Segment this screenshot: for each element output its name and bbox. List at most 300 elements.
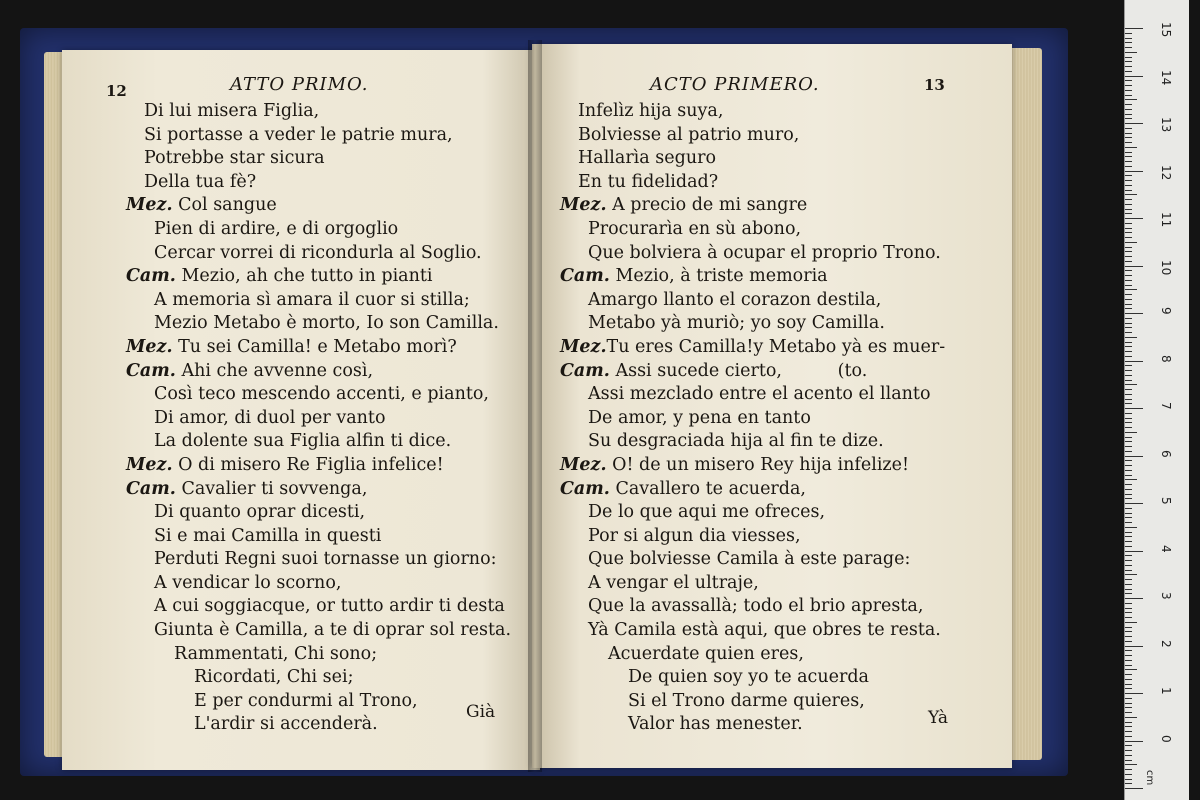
verse-text: Ahi che avvenne così,: [175, 360, 374, 381]
ruler-tick: [1125, 323, 1132, 324]
verse-line: [560, 383, 945, 407]
verse-text: Della tua fè?: [144, 171, 257, 192]
ruler-tick: [1125, 579, 1132, 580]
speaker-label: Mez.: [560, 195, 607, 216]
verse-text: Yà Camila està aqui, que obres te resta.: [588, 620, 941, 641]
ruler-tick: [1125, 152, 1132, 153]
ruler-tick: [1125, 503, 1143, 504]
ruler-tick: [1125, 109, 1132, 110]
ruler-tick: [1125, 28, 1143, 29]
ruler-tick: [1125, 76, 1143, 77]
ruler-tick: [1125, 513, 1132, 514]
verse-text: Si el Trono darme quieres,: [628, 690, 865, 711]
ruler-tick: [1125, 536, 1132, 537]
ruler-tick: [1125, 527, 1137, 528]
ruler-tick: [1125, 508, 1132, 509]
ruler-number: 0: [1159, 734, 1173, 743]
verse-text: Così teco mescendo accenti, e pianto,: [154, 384, 489, 405]
ruler-number: 1: [1159, 687, 1173, 695]
ruler-tick: [1125, 717, 1137, 718]
ruler-tick: [1125, 660, 1132, 661]
verse-text: Procurarìa en sù abono,: [588, 218, 802, 239]
ruler-tick: [1125, 446, 1132, 447]
ruler-tick: [1125, 465, 1132, 466]
ruler-tick: [1125, 133, 1132, 134]
verse-text: Metabo yà muriò; yo soy Camilla.: [588, 313, 885, 334]
ruler-tick: [1125, 441, 1132, 442]
verse-text: Que bolviesse Camila à este parage:: [588, 549, 911, 570]
ruler-tick: [1125, 456, 1143, 457]
verse-line: [126, 124, 511, 148]
verse-text: De amor, y pena en tanto: [588, 407, 811, 428]
verse-text: Di quanto oprar dicesti,: [154, 502, 366, 523]
verse-text: Valor has menester.: [628, 714, 803, 735]
verse-line: [560, 430, 945, 454]
speaker-label: Cam.: [126, 478, 176, 499]
ruler-tick: [1125, 589, 1132, 590]
verse-line: [560, 478, 945, 502]
verse-line: [560, 147, 945, 171]
right-page: [532, 44, 1012, 768]
ruler-tick: [1125, 228, 1132, 229]
ruler-tick: [1125, 299, 1132, 300]
verse-text: Amargo llanto el corazon destila,: [588, 289, 882, 310]
ruler-tick: [1125, 712, 1132, 713]
ruler-tick: [1125, 247, 1132, 248]
ruler-tick: [1125, 769, 1132, 770]
ruler-tick: [1125, 399, 1132, 400]
ruler-tick: [1125, 128, 1132, 129]
ruler-tick: [1125, 80, 1132, 81]
ruler-tick: [1125, 346, 1132, 347]
verse-line: [560, 690, 945, 714]
verse-text: De lo que aqui me ofreces,: [588, 502, 826, 523]
speaker-label: Mez.: [126, 195, 173, 216]
ruler-tick: [1125, 650, 1132, 651]
ruler-tick: [1125, 470, 1132, 471]
verse-line: [126, 595, 511, 619]
ruler-tick: [1125, 42, 1132, 43]
verse-text: Infelìz hija suya,: [578, 101, 724, 121]
ruler-tick: [1125, 261, 1132, 262]
ruler-tick: [1125, 384, 1137, 385]
ruler-tick: [1125, 593, 1132, 594]
left-verse-text: [126, 100, 511, 737]
verse-line: [126, 100, 511, 124]
ruler-tick: [1125, 285, 1132, 286]
ruler-tick: [1125, 123, 1143, 124]
verse-line: [126, 218, 511, 242]
ruler-tick: [1125, 294, 1132, 295]
verse-text: Pien di ardire, e di orgoglio: [154, 218, 399, 239]
ruler-tick: [1125, 764, 1137, 765]
ruler-tick: [1125, 598, 1143, 599]
verse-line: [560, 124, 945, 148]
speaker-label: Cam.: [560, 360, 610, 381]
ruler-tick: [1125, 760, 1132, 761]
verse-line: [126, 265, 511, 289]
verse-line: [560, 407, 945, 431]
verse-text: Potrebbe star sicura: [144, 148, 325, 169]
verse-line: [560, 194, 945, 218]
verse-line: [560, 713, 945, 737]
left-page-number: 12: [106, 82, 127, 100]
verse-text: Su desgraciada hija al fin te dize.: [588, 431, 884, 452]
ruler-tick: [1125, 118, 1132, 119]
verse-line: [126, 407, 511, 431]
verse-text: Acuerdate quien eres,: [608, 643, 804, 664]
verse-text: Rammentati, Chi sono;: [174, 643, 378, 664]
verse-line: [126, 430, 511, 454]
ruler-tick: [1125, 204, 1132, 205]
ruler-tick: [1125, 361, 1143, 362]
ruler-tick: [1125, 185, 1132, 186]
ruler-tick: [1125, 475, 1132, 476]
left-catchword: Già: [466, 702, 496, 722]
ruler-number: 9: [1159, 307, 1173, 315]
ruler-tick: [1125, 223, 1132, 224]
ruler-tick: [1125, 636, 1132, 637]
speaker-label: Mez.: [560, 454, 607, 475]
ruler-tick: [1125, 266, 1143, 267]
verse-line: [126, 572, 511, 596]
ruler-tick: [1125, 142, 1132, 143]
ruler-tick: [1125, 641, 1132, 642]
verse-text: A precio de mi sangre: [606, 195, 808, 216]
ruler-tick: [1125, 665, 1132, 666]
verse-line: [560, 501, 945, 525]
verse-line: [560, 572, 945, 596]
ruler-tick: [1125, 71, 1132, 72]
ruler-tick: [1125, 209, 1132, 210]
ruler-tick: [1125, 289, 1137, 290]
ruler-tick: [1125, 722, 1132, 723]
verse-text: A cui soggiacque, or tutto ardir ti desta: [154, 596, 505, 617]
ruler-tick: [1125, 66, 1132, 67]
verse-line: [560, 242, 945, 266]
ruler-tick: [1125, 726, 1132, 727]
ruler-unit-label: cm: [1144, 770, 1155, 786]
ruler-tick: [1125, 731, 1132, 732]
verse-line: [126, 147, 511, 171]
speaker-label: Cam.: [560, 266, 610, 287]
verse-text: De quien soy yo te acuerda: [628, 667, 869, 688]
ruler-tick: [1125, 783, 1132, 784]
ruler-tick: [1125, 351, 1132, 352]
speaker-label: Cam.: [126, 360, 176, 381]
verse-line: [126, 383, 511, 407]
verse-line: [560, 312, 945, 336]
ruler-tick: [1125, 332, 1132, 333]
verse-line: [560, 100, 945, 124]
verse-text: Mezio, ah che tutto in pianti: [175, 266, 433, 287]
verse-line: [126, 666, 511, 690]
speaker-label: Mez.: [560, 336, 607, 357]
ruler-tick: [1125, 622, 1137, 623]
ruler-tick: [1125, 679, 1132, 680]
ruler-tick: [1125, 741, 1143, 742]
ruler-tick: [1125, 380, 1132, 381]
verse-line: [126, 501, 511, 525]
ruler-tick: [1125, 489, 1132, 490]
ruler-number: 10: [1159, 259, 1173, 275]
verse-text: Col sangue: [172, 195, 277, 216]
ruler-tick: [1125, 389, 1132, 390]
verse-text: Mezio, à triste memoria: [609, 266, 828, 287]
ruler-tick: [1125, 308, 1132, 309]
verse-line: [560, 619, 945, 643]
verse-line: [126, 289, 511, 313]
ruler-tick: [1125, 631, 1132, 632]
left-running-head: ATTO PRIMO.: [230, 74, 369, 95]
ruler-tick: [1125, 190, 1132, 191]
ruler-tick: [1125, 52, 1137, 53]
ruler-number: 7: [1159, 402, 1173, 410]
ruler-number: 8: [1159, 354, 1173, 363]
verse-text: Di amor, di duol per vanto: [154, 407, 386, 428]
verse-text: Que bolviera à ocupar el proprio Trono.: [588, 242, 941, 263]
ruler-tick: [1125, 674, 1132, 675]
verse-text: Que la avassallà; todo el brio apresta,: [588, 596, 924, 617]
verse-line: [126, 643, 511, 667]
verse-text: Si e mai Camilla in questi: [154, 525, 382, 546]
verse-line: [126, 171, 511, 195]
ruler-tick: [1125, 422, 1132, 423]
verse-text: O di misero Re Figlia infelice!: [172, 454, 444, 475]
verse-text: Perduti Regni suoi tornasse un giorno:: [154, 549, 497, 570]
ruler-number: 15: [1159, 22, 1173, 38]
ruler-number: 6: [1159, 449, 1173, 458]
verse-text: Cercar vorrei di ricondurla al Soglio.: [154, 242, 482, 263]
verse-text: Ricordati, Chi sei;: [194, 667, 354, 688]
verse-line: [560, 171, 945, 195]
right-verse-text: [560, 100, 945, 737]
ruler-tick: [1125, 356, 1132, 357]
ruler-tick: [1125, 522, 1132, 523]
ruler-number: 5: [1159, 497, 1173, 505]
ruler-tick: [1125, 104, 1132, 105]
verse-line: [126, 360, 511, 384]
verse-line: [560, 643, 945, 667]
ruler-tick: [1125, 61, 1132, 62]
verse-text: A vendicar lo scorno,: [154, 572, 342, 593]
verse-line: [126, 312, 511, 336]
ruler-tick: [1125, 394, 1132, 395]
verse-line: [126, 194, 511, 218]
ruler-tick: [1125, 194, 1137, 195]
verse-text: Por si algun dia viesses,: [588, 525, 801, 546]
left-page: [62, 50, 540, 770]
ruler-number: 3: [1159, 592, 1173, 600]
verse-line: [126, 548, 511, 572]
verse-text: Assi sucede cierto, (to.: [609, 360, 868, 381]
ruler-tick: [1125, 460, 1132, 461]
ruler-tick: [1125, 755, 1132, 756]
verse-line: [126, 713, 511, 737]
ruler-tick: [1125, 560, 1132, 561]
ruler-tick: [1125, 703, 1132, 704]
verse-line: [560, 454, 945, 478]
ruler-tick: [1125, 546, 1132, 547]
verse-line: [560, 265, 945, 289]
ruler-tick: [1125, 171, 1143, 172]
ruler-tick: [1125, 555, 1132, 556]
ruler-number: 4: [1159, 544, 1173, 553]
verse-text: Bolviesse al patrio muro,: [578, 124, 800, 145]
verse-text: Si portasse a veder le patrie mura,: [144, 124, 453, 145]
ruler-number: 11: [1159, 212, 1173, 228]
ruler-tick: [1125, 688, 1132, 689]
ruler-tick: [1125, 304, 1132, 305]
book-gutter: [528, 40, 542, 772]
ruler-tick: [1125, 270, 1132, 271]
ruler-tick: [1125, 541, 1132, 542]
ruler-tick: [1125, 242, 1137, 243]
ruler-tick: [1125, 698, 1132, 699]
verse-text: Hallarìa seguro: [578, 148, 716, 169]
ruler-tick: [1125, 95, 1132, 96]
ruler-tick: [1125, 707, 1132, 708]
ruler-tick: [1125, 175, 1132, 176]
ruler-tick: [1125, 232, 1132, 233]
ruler-tick: [1125, 693, 1143, 694]
verse-text: Tu eres Camilla!y Metabo yà es muer-: [606, 336, 946, 357]
ruler-tick: [1125, 327, 1132, 328]
ruler-tick: [1125, 275, 1132, 276]
ruler-tick: [1125, 337, 1137, 338]
ruler-tick: [1125, 532, 1132, 533]
ruler-tick: [1125, 669, 1137, 670]
verse-line: [560, 336, 945, 360]
ruler-tick: [1125, 788, 1143, 789]
verse-text: Assi mezclado entre el acento el llanto: [588, 384, 931, 405]
verse-text: En tu fidelidad?: [578, 171, 719, 192]
ruler-tick: [1125, 375, 1132, 376]
ruler-tick: [1125, 750, 1132, 751]
ruler-tick: [1125, 774, 1132, 775]
ruler-tick: [1125, 432, 1137, 433]
verse-text: Cavalier ti sovvenga,: [175, 478, 368, 499]
verse-text: Mezio Metabo è morto, Io son Camilla.: [154, 313, 499, 334]
ruler-tick: [1125, 313, 1143, 314]
ruler-tick: [1125, 484, 1132, 485]
ruler-tick: [1125, 451, 1132, 452]
speaker-label: Cam.: [560, 478, 610, 499]
ruler-tick: [1125, 33, 1132, 34]
verse-line: [560, 666, 945, 690]
ruler-number: 13: [1159, 117, 1173, 133]
ruler-tick: [1125, 218, 1143, 219]
ruler-tick: [1125, 99, 1137, 100]
ruler-tick: [1125, 213, 1132, 214]
ruler-tick: [1125, 199, 1132, 200]
ruler-tick: [1125, 251, 1132, 252]
ruler-tick: [1125, 57, 1132, 58]
verse-line: [126, 690, 511, 714]
ruler-tick: [1125, 745, 1132, 746]
verse-text: Tu sei Camilla! e Metabo morì?: [172, 336, 457, 357]
ruler-tick: [1125, 517, 1132, 518]
ruler-tick: [1125, 779, 1132, 780]
ruler-tick: [1125, 736, 1132, 737]
ruler-tick: [1125, 318, 1132, 319]
ruler-tick: [1125, 180, 1132, 181]
ruler-tick: [1125, 237, 1132, 238]
verse-line: [126, 336, 511, 360]
speaker-label: Mez.: [126, 454, 173, 475]
ruler-tick: [1125, 565, 1132, 566]
verse-line: [126, 525, 511, 549]
verse-text: L'ardir si accenderà.: [194, 714, 378, 735]
right-catchword: Yà: [928, 708, 949, 728]
ruler-tick: [1125, 646, 1143, 647]
ruler-tick: [1125, 342, 1132, 343]
verse-text: Giunta è Camilla, a te di oprar sol resta.: [154, 620, 512, 641]
ruler-tick: [1125, 574, 1137, 575]
right-page-number: 13: [924, 76, 945, 94]
ruler-tick: [1125, 137, 1132, 138]
verse-text: A vengar el ultraje,: [588, 572, 759, 593]
ruler-tick: [1125, 551, 1143, 552]
ruler-tick: [1125, 370, 1132, 371]
ruler-tick: [1125, 90, 1132, 91]
speaker-label: Mez.: [126, 336, 173, 357]
ruler-tick: [1125, 584, 1132, 585]
ruler-tick: [1125, 627, 1132, 628]
speaker-label: Cam.: [126, 266, 176, 287]
verse-line: [560, 595, 945, 619]
ruler-tick: [1125, 280, 1132, 281]
ruler-tick: [1125, 114, 1132, 115]
ruler-tick: [1125, 612, 1132, 613]
ruler-tick: [1125, 498, 1132, 499]
verse-line: [126, 242, 511, 266]
verse-line: [560, 360, 945, 384]
ruler-tick: [1125, 85, 1132, 86]
verse-line: [560, 289, 945, 313]
verse-text: A memoria sì amara il cuor si stilla;: [154, 289, 470, 310]
ruler-tick: [1125, 684, 1132, 685]
ruler-tick: [1125, 47, 1132, 48]
ruler-tick: [1125, 413, 1132, 414]
ruler-tick: [1125, 603, 1132, 604]
right-running-head: ACTO PRIMERO.: [650, 74, 820, 95]
ruler-tick: [1125, 408, 1143, 409]
ruler-tick: [1125, 437, 1132, 438]
verse-line: [126, 619, 511, 643]
ruler-tick: [1125, 161, 1132, 162]
verse-text: La dolente sua Figlia alfin ti dice.: [154, 431, 452, 452]
verse-line: [560, 218, 945, 242]
verse-text: O! de un misero Rey hija infelize!: [606, 454, 910, 475]
verse-line: [126, 478, 511, 502]
ruler-number: 14: [1159, 69, 1173, 85]
ruler-tick: [1125, 147, 1137, 148]
verse-text: E per condurmi al Trono,: [194, 690, 418, 711]
ruler-tick: [1125, 365, 1132, 366]
verse-line: [126, 454, 511, 478]
verse-line: [560, 525, 945, 549]
ruler-number: 12: [1159, 164, 1173, 180]
ruler-tick: [1125, 38, 1132, 39]
verse-text: Di lui misera Figlia,: [144, 101, 320, 121]
verse-text: Cavallero te acuerda,: [609, 478, 806, 499]
ruler-tick: [1125, 655, 1132, 656]
ruler-tick: [1125, 156, 1132, 157]
measurement-ruler: [1124, 0, 1189, 800]
ruler-number: 2: [1159, 639, 1173, 648]
ruler-tick: [1125, 256, 1132, 257]
